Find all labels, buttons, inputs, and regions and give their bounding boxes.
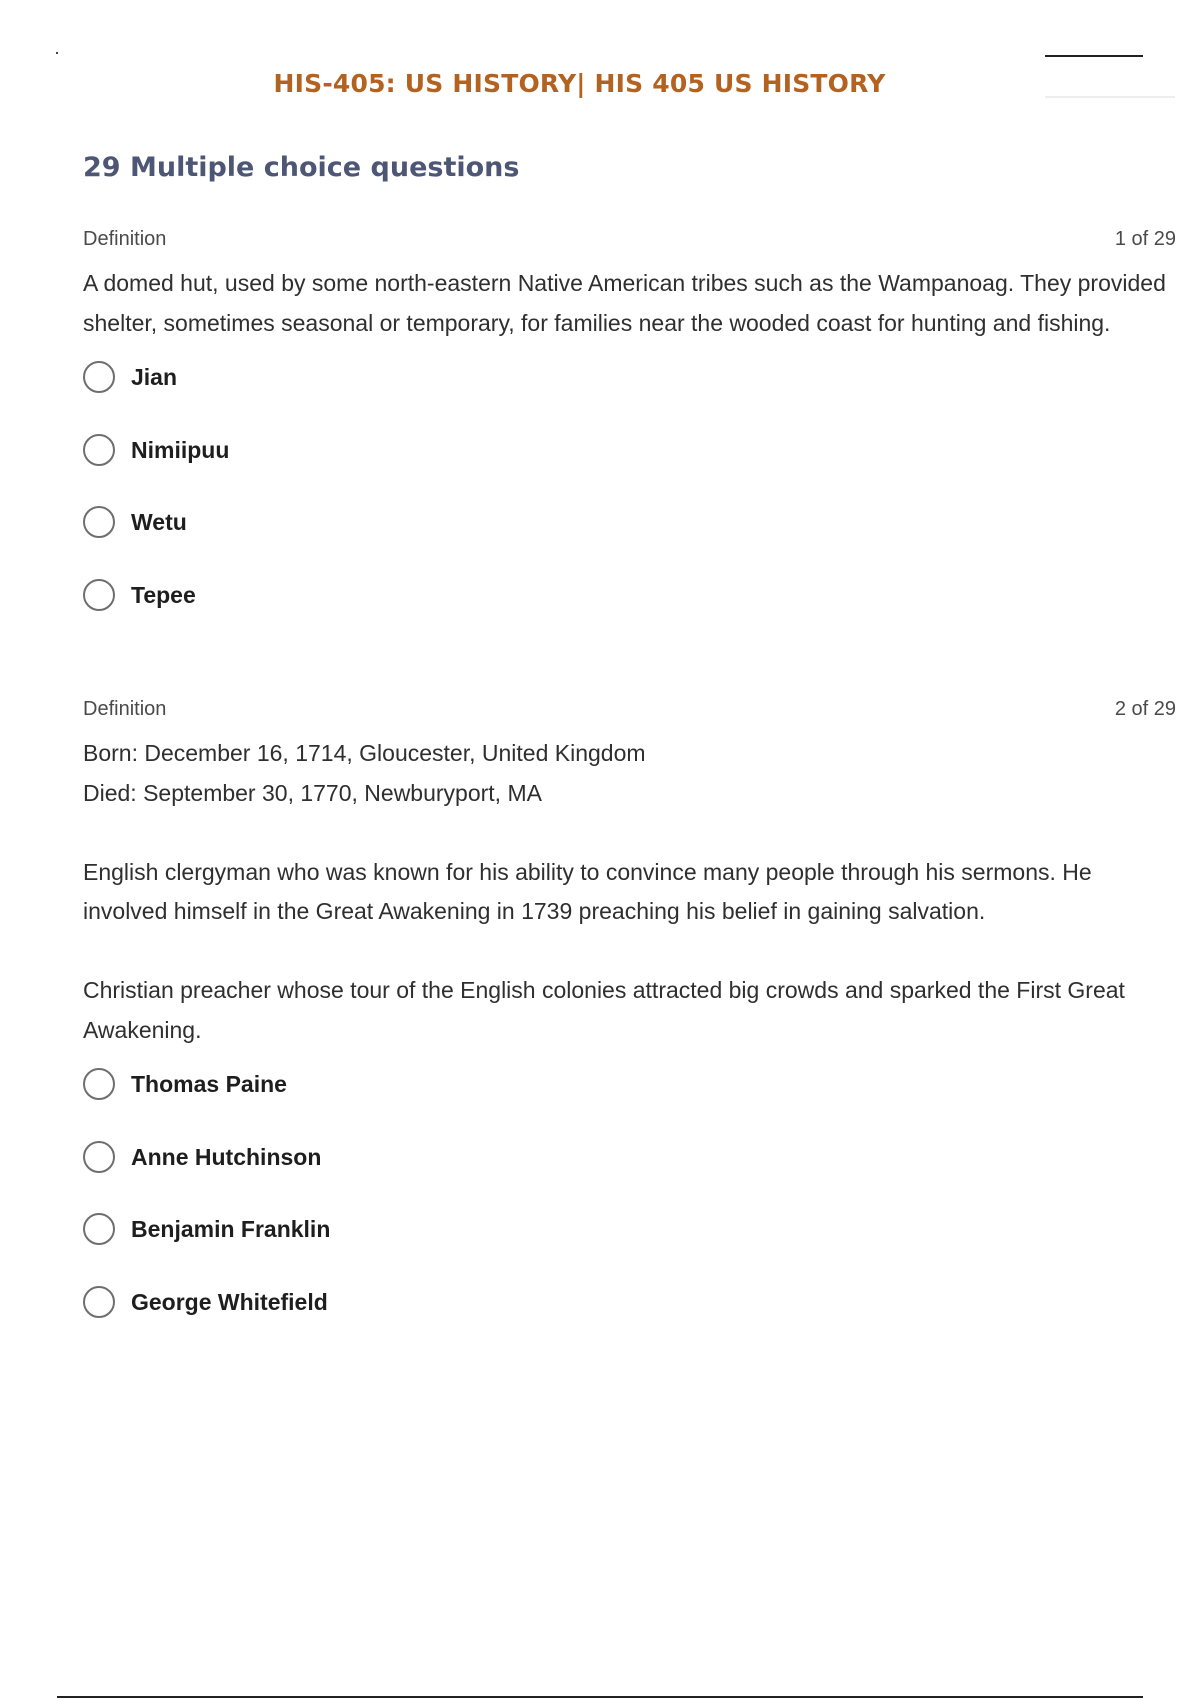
question-type-label: Definition	[83, 698, 167, 720]
radio-button[interactable]	[83, 579, 115, 611]
footer-rule	[57, 1696, 1143, 1698]
answer-option[interactable]	[83, 506, 1176, 579]
radio-button[interactable]	[83, 1286, 115, 1318]
answer-option-label: George Whitefield	[131, 1288, 328, 1315]
answer-option-label: Jian	[131, 364, 178, 390]
answer-option[interactable]	[83, 1141, 1176, 1214]
answer-options	[83, 361, 1176, 651]
section-heading: 29 Multiple choice questions	[83, 152, 520, 183]
answer-option-label: Nimiipuu	[131, 436, 230, 463]
radio-button[interactable]	[83, 506, 115, 538]
prompt-paragraph: Christian preacher whose tour of the English colonies attracted big crowds and sparked the First Great Awakening.	[83, 977, 1125, 1043]
question-type-label: Definition	[83, 228, 167, 250]
answer-option-label: Anne Hutchinson	[131, 1143, 322, 1170]
radio-button[interactable]	[83, 1141, 115, 1173]
answer-options	[83, 1068, 1176, 1358]
radio-button[interactable]	[83, 1213, 115, 1245]
answer-option[interactable]	[83, 434, 1176, 507]
header-rule	[1045, 55, 1143, 57]
question-counter: 1 of 29	[1114, 228, 1176, 250]
radio-button[interactable]	[83, 434, 115, 466]
answer-option-label: Wetu	[131, 509, 187, 535]
answer-option[interactable]	[83, 1213, 1176, 1286]
question-prompt	[83, 264, 1176, 343]
answer-option[interactable]	[83, 579, 1176, 652]
answer-option-label: Thomas Paine	[131, 1071, 287, 1097]
prompt-paragraph: Born: December 16, 1714, Gloucester, United Kingdom	[83, 740, 646, 766]
question-2	[83, 698, 1176, 1358]
radio-button[interactable]	[83, 1068, 115, 1100]
prompt-paragraph: English clergyman who was known for his ability to convince many people through his sermons. He involved himself in the Great Awakening in 1739 preaching his belief in gaining salvation.	[83, 858, 1092, 924]
radio-button[interactable]	[83, 361, 115, 393]
answer-option[interactable]	[83, 1068, 1176, 1141]
page-mark	[56, 52, 58, 54]
answer-option-label: Tepee	[131, 581, 196, 608]
question-prompt	[83, 734, 1176, 1050]
question-header	[83, 698, 1176, 724]
answer-option[interactable]	[83, 1286, 1176, 1359]
question-header	[83, 228, 1176, 254]
document-title: HIS-405: US HISTORY| HIS 405 US HISTORY	[273, 69, 886, 98]
question-1	[83, 228, 1176, 651]
question-counter: 2 of 29	[1114, 698, 1176, 720]
answer-option[interactable]	[83, 361, 1176, 434]
prompt-paragraph: A domed hut, used by some north-eastern Native American tribes such as the Wampanoag. They provided shelter, sometimes seasonal or temporary, for families near the wooded coast for hunting and fishing.	[83, 270, 1166, 336]
prompt-paragraph: Died: September 30, 1770, Newburyport, MA	[83, 779, 542, 806]
answer-option-label: Benjamin Franklin	[131, 1216, 331, 1242]
